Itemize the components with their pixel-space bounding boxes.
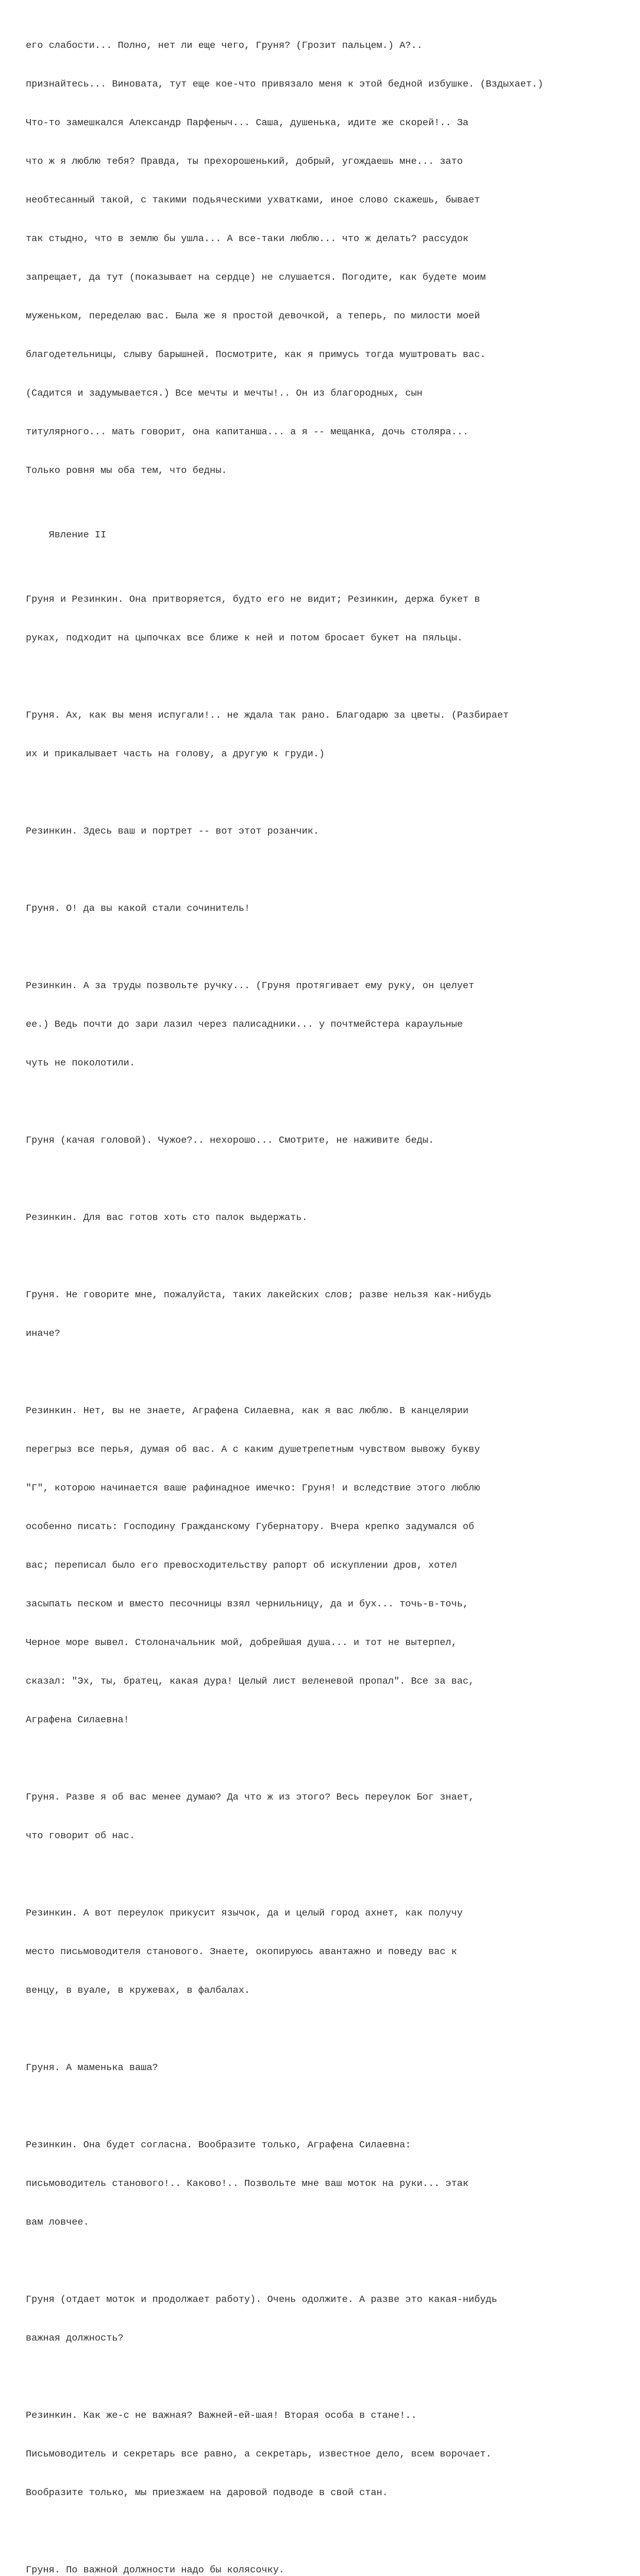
text-line: Письмоводитель и секретарь все равно, а секретарь, известное дело, всем ворочает. (26, 2449, 492, 2460)
text-line: Груня. Разве я об вас менее думаю? Да что ж из этого? Весь переулок Бог знает, (26, 1792, 475, 1803)
text-line: чуть не поколотили. (26, 1058, 136, 1069)
text-line: перегрыз все перья, думая об вас. А с каким душетрепетным чувством вывожу букву (26, 1444, 480, 1455)
text-line: "Г", которою начинается ваше рафинадное имечко: Груня! и вследствие этого люблю (26, 1483, 480, 1494)
scene-heading (26, 516, 629, 554)
text-line: Только ровня мы оба тем, что бедны. (26, 465, 227, 476)
text-line: Резинкин. Для вас готов хоть сто палок выдержать. (26, 1212, 308, 1223)
paragraph-dialogue (26, 1765, 629, 1868)
paragraph-monologue (26, 13, 629, 503)
text-line: особенно писать: Господину Гражданскому Губернатору. Вчера крепко задумался об (26, 1521, 475, 1532)
text-line: Резинкин. Как же-с не важная? Важней-ей-шая! Вторая особа в стане!.. (26, 2410, 417, 2421)
text-line: вам ловчее. (26, 2217, 89, 2228)
text-line: Резинкин. Здесь ваш и портрет -- вот этот розанчик. (26, 826, 319, 837)
text-line: Резинкин. Нет, вы не знаете, Аграфена Силаевна, как я вас люблю. В канцелярии (26, 1405, 469, 1416)
paragraph-dialogue (26, 683, 629, 786)
text-line: Груня. О! да вы какой стали сочинитель! (26, 903, 250, 914)
heading-text: Явление II (48, 530, 107, 540)
text-line: Резинкин. А за труды позвольте ручку... (Груня протягивает ему руку, он целует (26, 980, 475, 991)
paragraph-dialogue (26, 2036, 629, 2100)
paragraph-dialogue (26, 954, 629, 1095)
text-line: Груня (качая головой). Чужое?.. нехорошо... Смотрите, не наживите беды. (26, 1135, 434, 1146)
paragraph-dialogue (26, 2267, 629, 2370)
text-line: руках, подходит на цыпочках все ближе к ней и потом бросает букет на пяльцы. (26, 633, 463, 643)
paragraph-dialogue (26, 1881, 629, 2023)
text-line: так стыдно, что в землю бы ушла... А все-таки люблю... что ж делать? рассудок (26, 233, 469, 244)
text-line: что ж я люблю тебя? Правда, ты прехорошенький, добрый, угождаешь мне... зато (26, 156, 463, 167)
paragraph-dialogue (26, 1263, 629, 1366)
text-line: место письмоводителя станового. Знаете, окопируюсь авантажно и поведу вас к (26, 1946, 457, 1957)
text-line: письмоводитель станового!.. Каково!.. Позвольте мне ваш моток на руки... этак (26, 2178, 469, 2189)
text-line: венцу, в вуале, в кружевах, в фалбалах. (26, 1985, 250, 1996)
text-line: запрещает, да тут (показывает на сердце) не слушается. Погодите, как будете моим (26, 272, 486, 283)
text-line: Что-то замешкался Александр Парфеныч... Саша, душенька, идите же скорей!.. За (26, 117, 469, 128)
document-page (26, 13, 629, 2576)
text-line: (Садится и задумывается.) Все мечты и мечты!.. Он из благородных, сын (26, 388, 423, 399)
text-line: что говорит об нас. (26, 1831, 136, 1841)
paragraph-dialogue (26, 2383, 629, 2525)
paragraph-dialogue (26, 799, 629, 863)
text-line: Груня. А маменька ваша? (26, 2062, 158, 2073)
text-line: Черное море вывел. Столоначальник мой, добрейшая душа... и тот не вытерпел, (26, 1637, 457, 1648)
paragraph-dialogue (26, 2538, 629, 2576)
text-line: Груня и Резинкин. Она притворяется, будто его не видит; Резинкин, держа букет в (26, 594, 480, 605)
text-line: сказал: "Эх, ты, братец, какая дура! Целый лист веленевой пропал". Все за вас, (26, 1676, 475, 1687)
text-line: титулярного... мать говорит, она капитанша... а я -- мещанка, дочь столяра... (26, 427, 469, 437)
text-line: Вообразите только, мы приезжаем на даровой подводе в свой стан. (26, 2487, 388, 2498)
text-line: важная должность? (26, 2333, 124, 2344)
text-line: ее.) Ведь почти до зари лазил через палисадники... у почтмейстера караульные (26, 1019, 463, 1030)
paragraph-stage-direction (26, 567, 629, 670)
text-line: Груня. Не говорите мне, пожалуйста, таких лакейских слов; разве нельзя как-нибудь (26, 1290, 492, 1300)
text-line: Резинкин. Она будет согласна. Вообразите только, Аграфена Силаевна: (26, 2140, 411, 2150)
text-line: муженьком, переделаю вас. Была же я простой девочкой, а теперь, по милости моей (26, 311, 480, 321)
text-line: его слабости... Полно, нет ли еще чего, Груня? (Грозит пальцем.) А?.. (26, 40, 423, 51)
text-line: Груня. По важной должности надо бы колясочку. (26, 2565, 285, 2575)
paragraph-dialogue (26, 1379, 629, 1752)
text-line: засыпать песком и вместо песочницы взял чернильницу, да и бух... точь-в-точь, (26, 1599, 469, 1609)
text-line: необтесанный такой, с такими подьяческими ухватками, иное слово скажешь, бывает (26, 195, 480, 206)
text-line: вас; переписал было его превосходительству рапорт об искуплении дров, хотел (26, 1560, 457, 1571)
text-line: благодетельницы, слыву барышней. Посмотрите, как я примусь тогда муштровать вас. (26, 349, 486, 360)
text-line: Груня. Ах, как вы меня испугали!.. не ждала так рано. Благодарю за цветы. (Разбирает (26, 710, 509, 721)
text-line: Груня (отдает моток и продолжает работу). Очень одолжите. А разве это какая-нибудь (26, 2294, 497, 2305)
text-line: их и прикалывает часть на голову, а другую к груди.) (26, 749, 325, 759)
text-line: Аграфена Силаевна! (26, 1715, 129, 1725)
paragraph-dialogue (26, 876, 629, 941)
paragraph-dialogue (26, 2113, 629, 2255)
paragraph-dialogue (26, 1108, 629, 1173)
text-line: признайтесь... Виновата, тут еще кое-что привязало меня к этой бедной избушке. (Вздыхает.) (26, 79, 544, 90)
text-line: Резинкин. А вот переулок прикусит язычок, да и целый город ахнет, как получу (26, 1908, 463, 1919)
paragraph-dialogue (26, 1185, 629, 1250)
text-line: иначе? (26, 1328, 60, 1339)
